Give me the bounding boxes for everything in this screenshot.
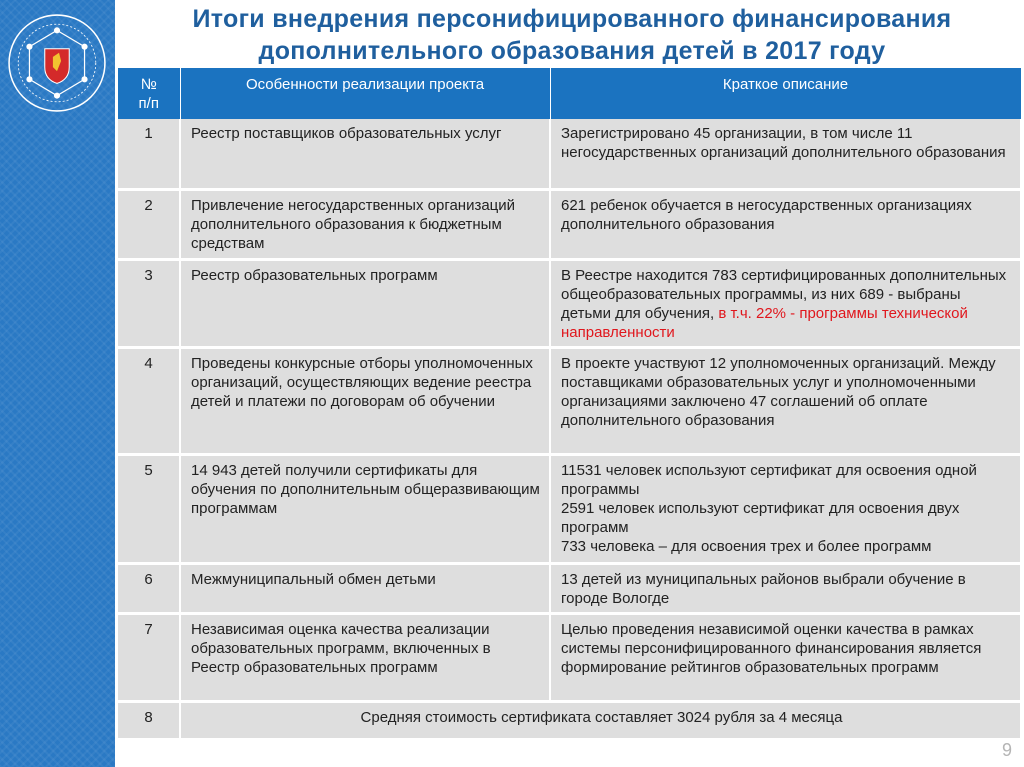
table-row xyxy=(118,701,1021,739)
row-description: Зарегистрировано 45 организации, в том числе 11 негосударственных организаций дополнительного образования xyxy=(550,119,1021,189)
regional-emblem-icon xyxy=(6,12,108,114)
row-feature: Реестр образовательных программ xyxy=(180,259,550,347)
row-feature: Независимая оценка качества реализации образовательных программ, включенных в Реестр образовательных программ xyxy=(180,613,550,701)
header-num xyxy=(118,68,180,119)
table-row xyxy=(118,119,1021,189)
row-feature: Привлечение негосударственных организаций дополнительного образования к бюджетным средствам xyxy=(180,189,550,259)
row-description-line: 11531 человек используют сертификат для освоения одной программы xyxy=(561,461,977,498)
row-feature: 14 943 детей получили сертификаты для обучения по дополнительным общеразвивающим программам xyxy=(180,454,550,563)
header-feature: Особенности реализации проекта xyxy=(180,68,550,119)
row-description: 13 детей из муниципальных районов выбрали обучение в городе Вологде xyxy=(550,563,1021,613)
row-feature: Реестр поставщиков образовательных услуг xyxy=(180,119,550,189)
table-row xyxy=(118,347,1021,454)
header-num-line-2: п/п xyxy=(138,95,159,112)
row-number: 1 xyxy=(118,119,180,189)
row-number: 2 xyxy=(118,189,180,259)
row-number: 7 xyxy=(118,613,180,701)
row-number: 5 xyxy=(118,454,180,563)
row-description-highlight: в т.ч. 22% - программы технической направленности xyxy=(561,304,968,341)
row-description: Целью проведения независимой оценки качества в рамках системы персонифицированного финансирования является формирование рейтингов образовательных программ xyxy=(550,613,1021,701)
table-header-row xyxy=(118,68,1021,119)
row-number: 6 xyxy=(118,563,180,613)
left-sidebar-bar xyxy=(0,0,115,767)
row-description: 621 ребенок обучается в негосударственных организациях дополнительного образования xyxy=(550,189,1021,259)
page-title xyxy=(120,0,1024,67)
table-row xyxy=(118,259,1021,347)
header-num-line-1: № xyxy=(140,76,157,93)
row-number: 4 xyxy=(118,347,180,454)
table-row xyxy=(118,613,1021,701)
row-number: 8 xyxy=(118,701,180,739)
row-description xyxy=(550,454,1021,563)
page-title-line-2: дополнительного образования детей в 2017 году xyxy=(258,37,886,65)
table-row xyxy=(118,189,1021,259)
results-table xyxy=(118,68,1022,741)
row-description-line: 2591 человек используют сертификат для освоения двух программ xyxy=(561,499,960,536)
row-number: 3 xyxy=(118,259,180,347)
row-feature: Проведены конкурсные отборы уполномоченных организаций, осуществляющих ведение реестра детей и платежи по договорам об обучении xyxy=(180,347,550,454)
table-row xyxy=(118,563,1021,613)
slide-number: 9 xyxy=(1001,740,1012,760)
row-description-line: 733 человека – для освоения трех и более программ xyxy=(561,537,932,555)
header-description: Краткое описание xyxy=(550,68,1021,119)
row-description: В проекте участвуют 12 уполномоченных организаций. Между поставщиками образовательных услуг и уполномоченными организациями заключено 47 соглашений об оплате дополнительного образования xyxy=(550,347,1021,454)
row-description-main: В Реестре находится 783 сертифицированных дополнительных общеобразовательных программы, из них 689 - выбраны детьми для обучения, xyxy=(561,266,1007,322)
row-merged-summary: Средняя стоимость сертификата составляет 3024 рубля за 4 месяца xyxy=(180,701,1021,739)
table-row xyxy=(118,454,1021,563)
page-title-line-1: Итоги внедрения персонифицированного финансирования xyxy=(192,5,952,33)
row-description xyxy=(550,259,1021,347)
row-feature: Межмуниципальный обмен детьми xyxy=(180,563,550,613)
